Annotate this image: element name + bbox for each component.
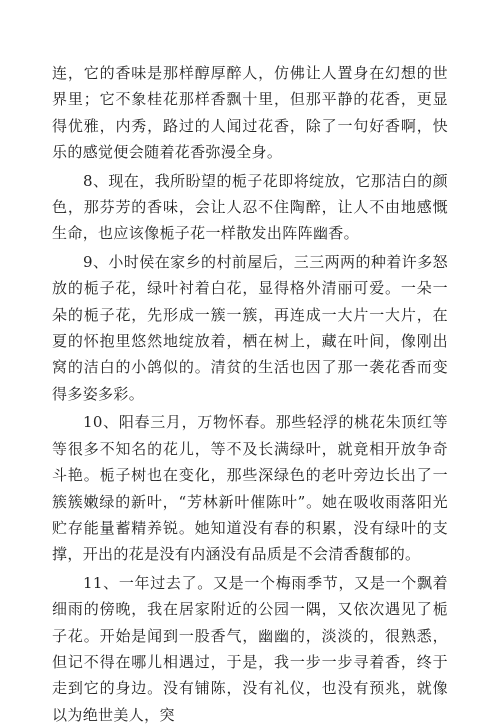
paragraph-10: 10、阳春三月，万物怀春。那些轻浮的桃花朱顶红等等很多不知名的花儿，等不及长满绿叶，就竟相开放争奇斗艳。栀子树也在变化，那些深绿色的老叶旁边长出了一簇簇嫩绿的新叶，“芳林新叶催陈叶”。她在吸收雨落阳光贮存能量蓄精养锐。她知道没有春的积累，没有绿叶的支撑，开出的花是没有内涵没有品质是不会清香馥郁的。 xyxy=(52,413,448,564)
paragraph-9: 9、小时侯在家乡的村前屋后，三三两两的种着许多怒放的栀子花，绿叶衬着白花，显得格外清丽可爱。一朵一朵的栀子花，先形成一簇一簇，再连成一大片一大片，在夏的怀抱里悠然地绽放着，栖在树上，藏在叶间，像刚出窝的洁白的小鸽似的。清贫的生活也因了那一袭花香而变得多姿多彩。 xyxy=(52,252,448,403)
document-page xyxy=(52,60,448,728)
paragraph-continued: 连，它的香味是那样醇厚醉人，仿佛让人置身在幻想的世界里；它不象桂花那样香飘十里，但那平静的花香，更显得优雅，内秀，路过的人闻过花香，除了一句好香啊，快乐的感觉便会随着花香弥漫全身。 xyxy=(52,64,448,162)
paragraph-8: 8、现在，我所盼望的栀子花即将绽放，它那洁白的颜色，那芬芳的香味，会让人忍不住陶醉，让人不由地感慨生命，也应该像栀子花一样散发出阵阵幽香。 xyxy=(52,171,448,243)
paragraph-11: 11、一年过去了。又是一个梅雨季节，又是一个飘着细雨的傍晚，我在居家附近的公园一隅，又依次遇见了栀子花。开始是闻到一股香气，幽幽的，淡淡的，很熟悉，但记不得在哪儿相遇过，于是，我一步一步寻着香，终于走到它的身边。没有铺陈，没有礼仪，也没有预兆，就像以为绝世美人，突 xyxy=(52,573,448,724)
